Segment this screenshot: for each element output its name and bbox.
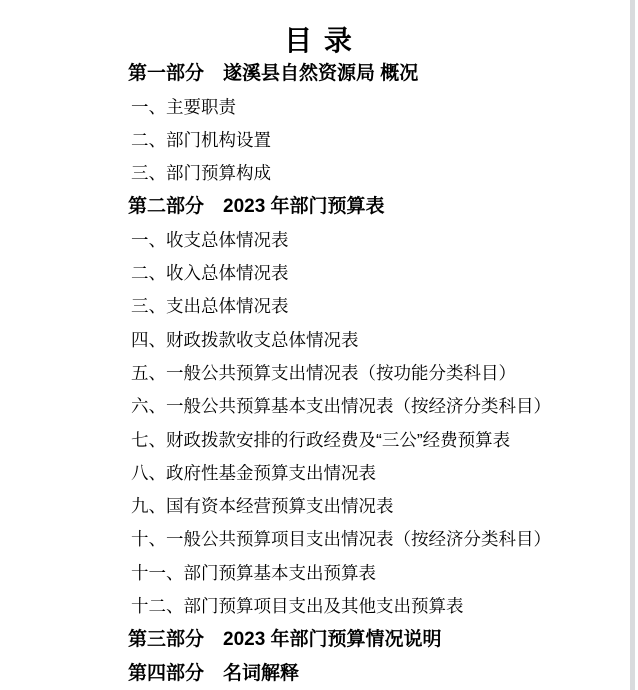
toc-entry: 七、财政拨款安排的行政经费及“三公”经费预算表 xyxy=(131,429,511,450)
toc-entry: 十一、部门预算基本支出预算表 xyxy=(131,562,376,583)
toc-part-heading: 第三部分 2023 年部门预算情况说明 xyxy=(128,629,442,651)
toc-entry: 十、一般公共预算项目支出情况表（按经济分类科目） xyxy=(131,529,551,550)
toc-entry: 四、财政拨款收支总体情况表 xyxy=(131,329,359,350)
toc-entry: 二、部门机构设置 xyxy=(131,129,271,150)
toc-part-heading: 第四部分 名词解释 xyxy=(128,662,300,684)
toc-entry: 八、政府性基金预算支出情况表 xyxy=(131,462,376,483)
toc-part-heading: 第一部分 遂溪县自然资源局 概况 xyxy=(128,63,419,85)
toc-title: 目 录 xyxy=(284,25,354,56)
toc-entry: 一、收支总体情况表 xyxy=(131,229,289,250)
toc-entry: 九、国有资本经营预算支出情况表 xyxy=(131,496,394,517)
page-edge-strip xyxy=(630,0,635,690)
toc-entry: 六、一般公共预算基本支出情况表（按经济分类科目） xyxy=(131,396,551,417)
toc-entry: 十二、部门预算项目支出及其他支出预算表 xyxy=(131,596,464,617)
toc-part-heading: 第二部分 2023 年部门预算表 xyxy=(128,196,385,218)
toc-entry: 五、一般公共预算支出情况表（按功能分类科目） xyxy=(131,362,516,383)
toc-entry: 二、收入总体情况表 xyxy=(131,263,289,284)
toc-entry: 三、支出总体情况表 xyxy=(131,296,289,317)
toc-entry: 一、主要职责 xyxy=(131,96,236,117)
toc-entry: 三、部门预算构成 xyxy=(131,163,271,184)
